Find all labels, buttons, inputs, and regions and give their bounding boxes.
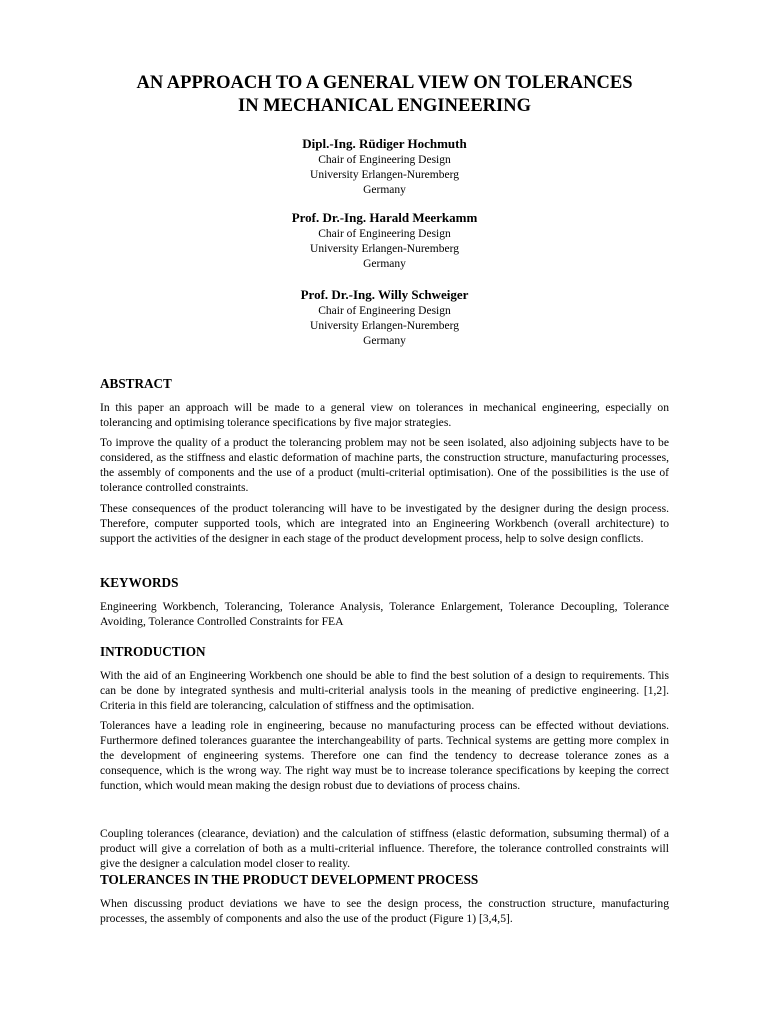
- keywords-text: Engineering Workbench, Tolerancing, Tolerance Analysis, Tolerance Enlargement, Tolerance Decoupling, Tolerance Avoiding, Tolerance Controlled Constraints for FEA: [100, 600, 669, 629]
- author-block-2: [100, 210, 669, 272]
- introduction-heading: INTRODUCTION: [100, 644, 206, 659]
- title-line-2: IN MECHANICAL ENGINEERING: [238, 96, 531, 116]
- author-country: Germany: [363, 258, 406, 270]
- author-name: Prof. Dr.-Ing. Harald Meerkamm: [291, 210, 478, 225]
- author-university: University Erlangen-Nuremberg: [310, 169, 459, 181]
- paper-title: [100, 72, 669, 118]
- author-university: University Erlangen-Nuremberg: [310, 320, 459, 332]
- author-name: Dipl.-Ing. Rüdiger Hochmuth: [302, 136, 467, 151]
- author-block-3: [100, 287, 669, 349]
- title-line-1: AN APPROACH TO A GENERAL VIEW ON TOLERANCES: [136, 73, 633, 93]
- abstract-paragraph-2: To improve the quality of a product the tolerancing problem may not be seen isolated, also adjoining subjects have to be considered, as the stiffness and elastic deformation of machine parts, the construction structure, manufacturing processes, the assembly of components and the use of a product (multi-criterial optimisation). One of the possibilities is the use of tolerance controlled constraints.: [100, 436, 669, 495]
- author-country: Germany: [363, 335, 406, 347]
- author-block-1: [100, 136, 669, 198]
- introduction-paragraph-2: Tolerances have a leading role in engineering, because no manufacturing process can be effected without deviations. Furthermore defined tolerances guarantee the interchangeability of parts. Technical systems are getting more complex in the development of engineering systems. Therefore one can find the tendency to decrease tolerance zones as a consequence, which is the wrong way. The right way must be to increase tolerance specifications by keeping the correct function, which would mean making the design robust due to deviations of process chains.: [100, 719, 669, 793]
- introduction-paragraph-3: Coupling tolerances (clearance, deviation) and the calculation of stiffness (elastic deformation, subsuming thermal) of a product will give a correlation of both as a multi-criterial influence. Therefore, the tolerance controlled constraints will give the designer a calculation model closer to reality.: [100, 827, 669, 871]
- keywords-heading: KEYWORDS: [100, 575, 179, 590]
- author-affiliation: Chair of Engineering Design: [318, 154, 451, 166]
- abstract-paragraph-1: In this paper an approach will be made to a general view on tolerances in mechanical engineering, especially on tolerancing and optimising tolerance specifications by five major strategies.: [100, 401, 669, 430]
- tolerances-section-heading: TOLERANCES IN THE PRODUCT DEVELOPMENT PROCESS: [100, 872, 479, 887]
- author-country: Germany: [363, 184, 406, 196]
- author-university: University Erlangen-Nuremberg: [310, 243, 459, 255]
- author-name: Prof. Dr.-Ing. Willy Schweiger: [300, 287, 469, 302]
- author-affiliation: Chair of Engineering Design: [318, 228, 451, 240]
- author-affiliation: Chair of Engineering Design: [318, 305, 451, 317]
- tolerances-section-paragraph-1: When discussing product deviations we have to see the design process, the construction structure, manufacturing processes, the assembly of components and also the use of the product (Figure 1) [3,4,5].: [100, 897, 669, 926]
- abstract-heading: ABSTRACT: [100, 376, 172, 391]
- introduction-paragraph-1: With the aid of an Engineering Workbench one should be able to find the best solution of a design to requirements. This can be done by integrated synthesis and multi-criterial analysis tools in the meaning of predictive engineering. [1,2]. Criteria in this field are tolerancing, calculation of stiffness and the optimisation.: [100, 669, 669, 713]
- abstract-paragraph-3: These consequences of the product tolerancing will have to be investigated by the designer during the design process. Therefore, computer supported tools, which are integrated into an Engineering Workbench (overall architecture) to support the activities of the designer in each stage of the product development process, help to solve design conflicts.: [100, 502, 669, 546]
